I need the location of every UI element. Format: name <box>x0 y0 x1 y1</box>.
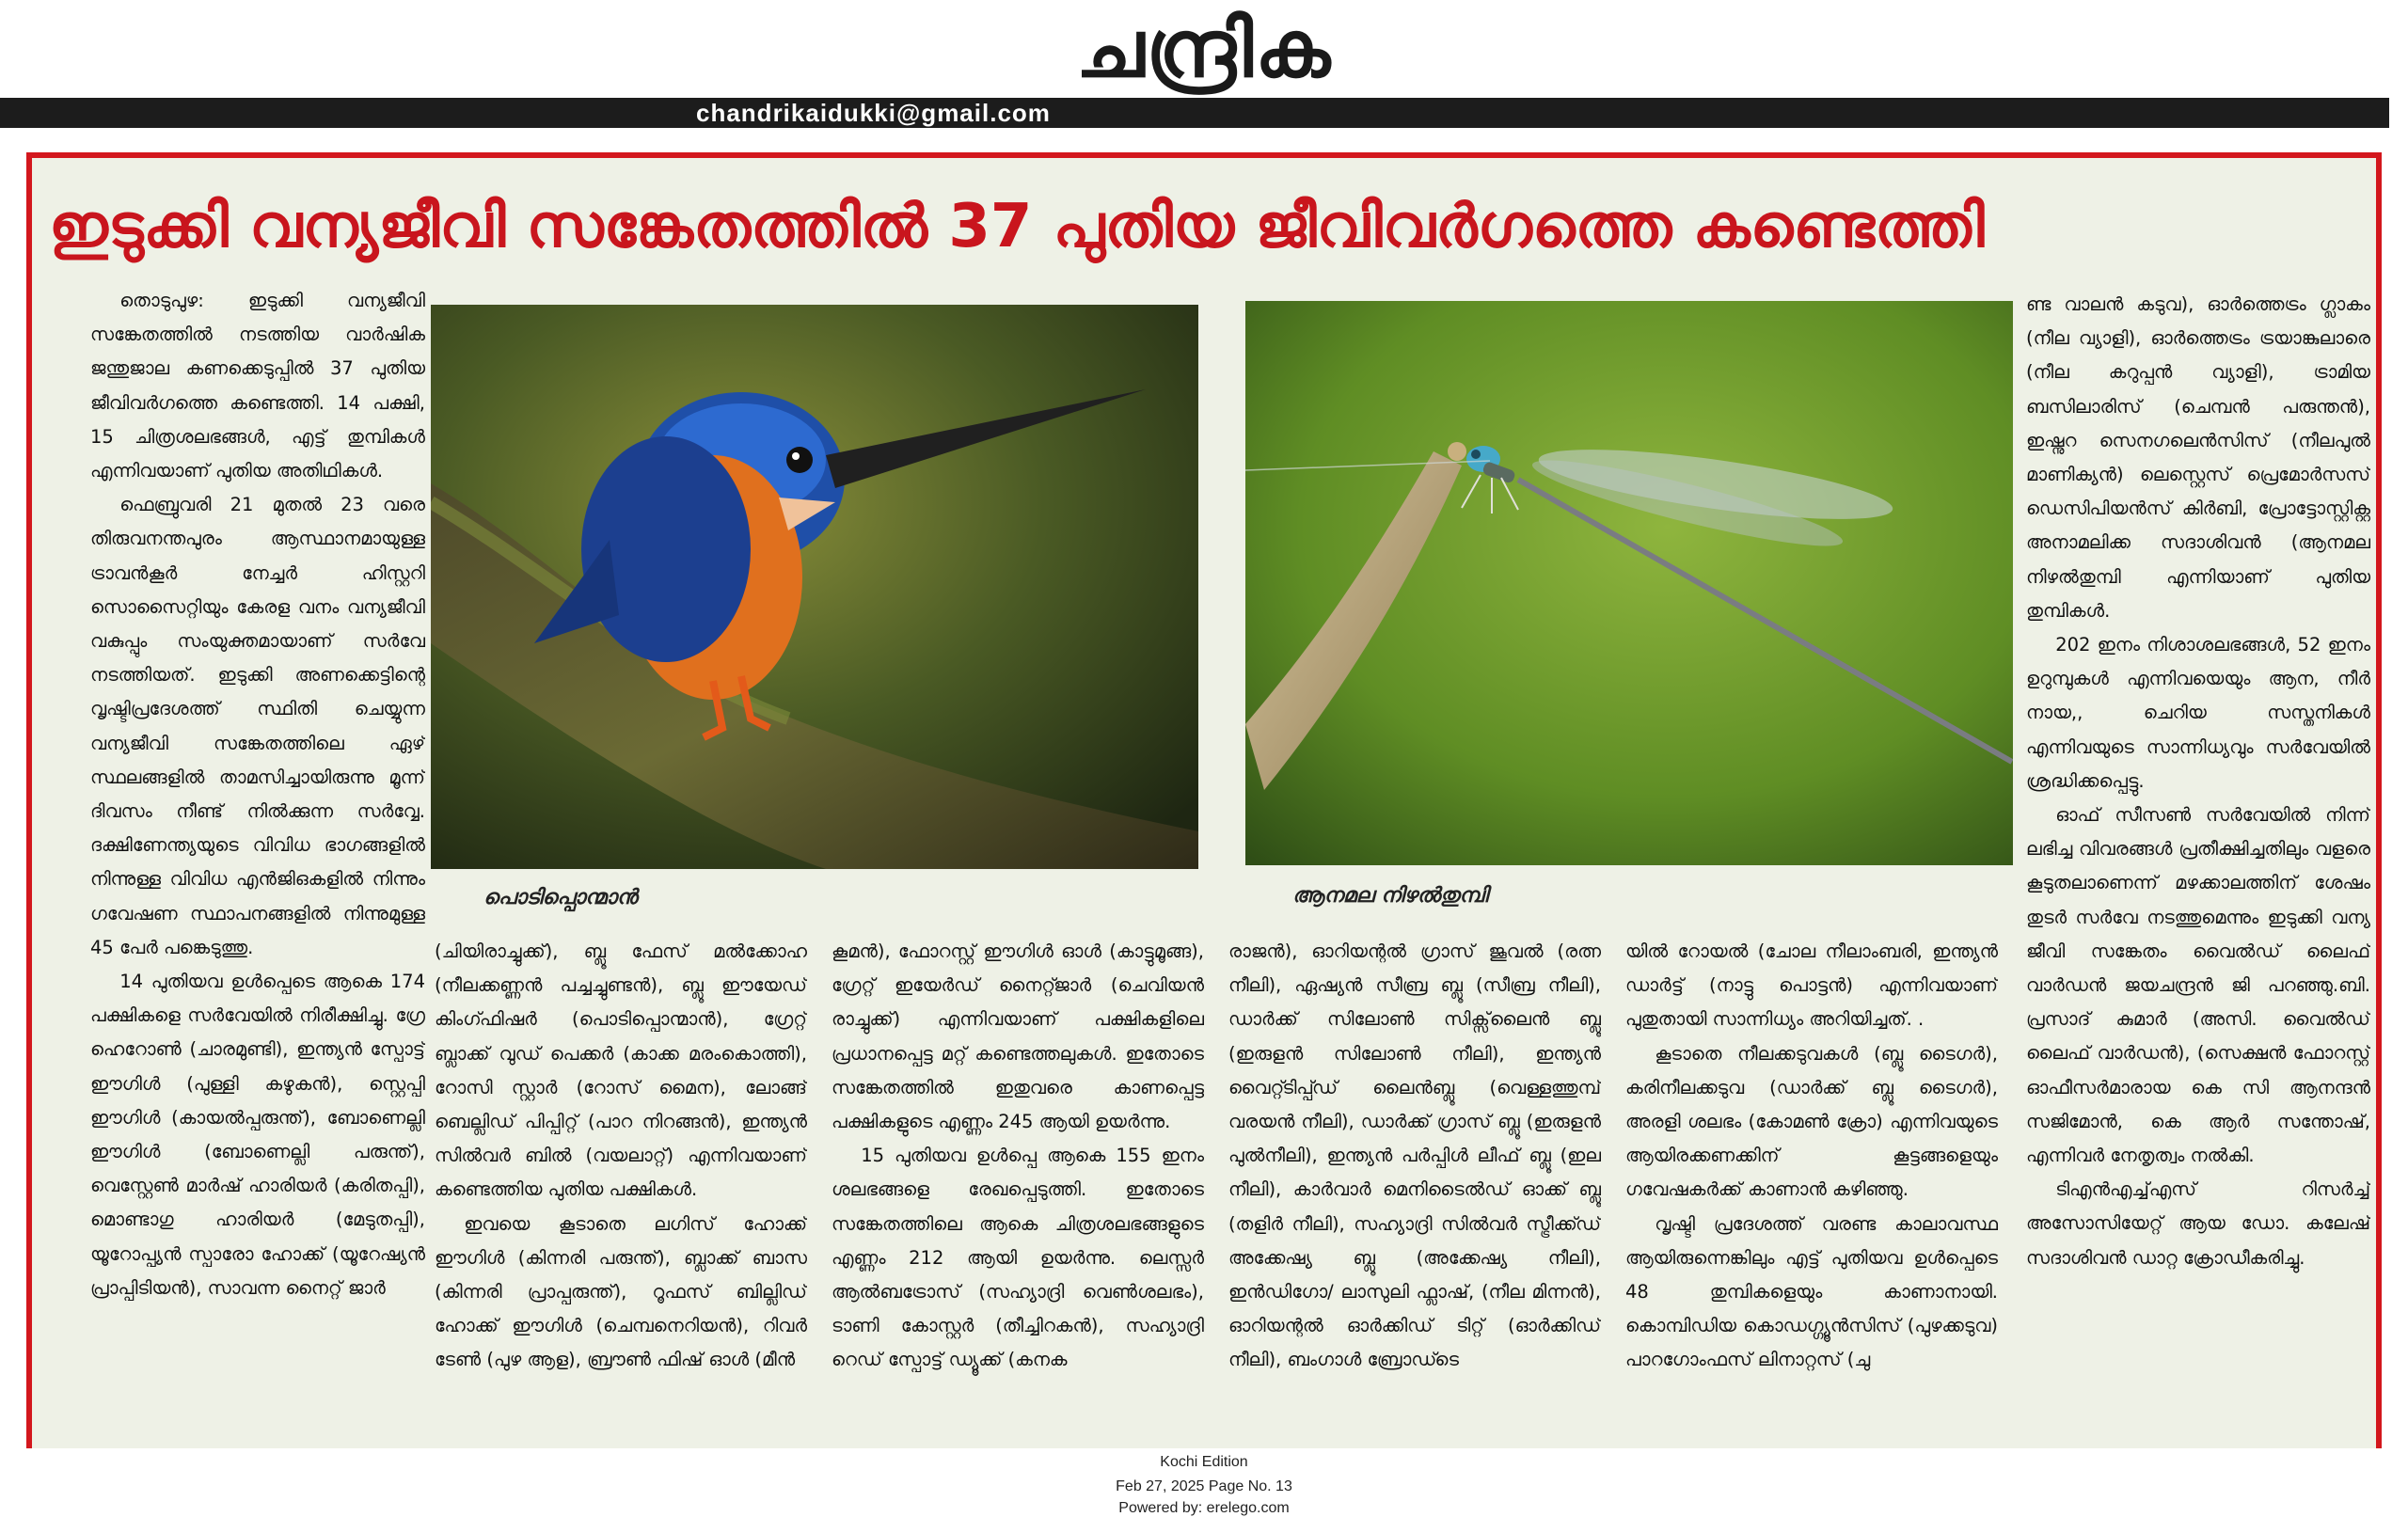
paragraph: വൃഷ്ടി പ്രദേശത്ത് വരണ്ട കാലാവസ്ഥ ആയിരുന്നെങ്കിലും എട്ട് പുതിയവ ഉൾപ്പെടെ 48 തുമ്പികളെയും കാണാനായി. കൊമ്പിഡിയ കൊഡഗ്ഗ്യൂൻസിസ് (പുഴക്കടുവ) പാറഗോംഫസ് ലിനാറ്റസ് (ചു <box>1625 1212 1998 1371</box>
column-2 <box>435 935 807 1448</box>
paragraph: രാജൻ), ഓറിയന്റൽ ഗ്രാസ് ജൂവൽ (രത്ന നീലി), ഏഷ്യൻ സീബ്ര ബ്ലൂ (സീബ്ര നീലി), ഡാർക്ക് സിലോൺ സിക്സ്‌ലൈൻ ബ്ലൂ (ഇരുളൻ സിലോൺ നീലി), ഇന്ത്യൻ വൈറ്റ്ടിപ്പ്ഡ് ലൈൻബ്ലൂ (വെള്ളത്തുമ്പ് വരയൻ നീലി), ഡാർക്ക് ഗ്രാസ് ബ്ലൂ (ഇരുളൻ പുൽനീലി), ഇന്ത്യൻ പർപ്പിൾ ലീഫ് ബ്ലൂ (ഇല നീലി), കാർവാർ മെനിടൈൽഡ് ഓക്ക് ബ്ലൂ (തളിർ നീലി), സഹ്യാദ്രി സിൽവർ സ്ട്രീക്ക്ഡ് അക്കേഷ്യ ബ്ലൂ (അക്കേഷ്യ നീലി), ഇൻഡിഗോ/ ലാസുലി ഫ്ലാഷ്, (നീല മിന്നൻ), ഓറിയന്റൽ ഓർക്കിഡ് ടിറ്റ് (ഓർക്കിഡ് നീലി), ബംഗാൾ ബ്രോഡ്ടെ <box>1228 940 1601 1371</box>
photo-caption: ആനമല നിഴൽതുമ്പി <box>1292 884 1488 908</box>
paragraph: 202 ഇനം നിശാശലഭങ്ങൾ, 52 ഇനം ഉറുമ്പുകൾ എന്നിവയെയും ആന, നീർ നായ,, ചെറിയ സസ്തനികൾ എന്നിവയുടെ സാന്നിധ്യവും സർവേയിൽ ശ്രദ്ധിക്കപ്പെട്ടു. <box>2026 634 2370 792</box>
photo-caption: പൊടിപ്പൊന്മാൻ <box>483 886 638 909</box>
footer-edition: Kochi Edition <box>1160 1454 1248 1470</box>
kingfisher-photo <box>431 305 1198 869</box>
paragraph: ടിഎൻഎച്ച്എസ് റിസർച്ച് അസോസിയേറ്റ് ആയ ഡോ. കലേഷ് സദാശിവൻ ഡാറ്റ ക്രോഡീകരിച്ചു. <box>2026 1178 2370 1269</box>
paragraph: യിൽ റോയൽ (ചോല നീലാംബരി, ഇന്ത്യൻ ഡാർട്ട് (നാട്ടു പൊട്ടൻ) എന്നിവയാണ് പുതുതായി സാന്നിധ്യം അറിയിച്ചത്. . <box>1625 940 1998 1031</box>
news-article <box>26 152 2382 1448</box>
column-4 <box>1228 935 1601 1448</box>
paragraph: കൂമൻ), ഫോറസ്റ്റ് ഈഗിൾ ഓൾ (കാട്ടുമൂങ്ങ), ഗ്രേറ്റ് ഇയേർഡ് നൈറ്റ്ജാർ (ചെവിയൻ രാച്ചുക്ക്) എന്നിവയാണ് പക്ഷികളിലെ പ്രധാനപ്പെട്ട മറ്റ് കണ്ടെത്തലുകൾ. ഇതോടെ സങ്കേതത്തിൽ ഇതുവരെ കാണപ്പെട്ട പക്ഷികളുടെ എണ്ണം 245 ആയി ഉയർന്നു. <box>832 940 1204 1133</box>
damselfly-photo <box>1245 301 2013 865</box>
masthead <box>0 0 2408 94</box>
paragraph: ണ്ട വാലൻ കടുവ), ഓർത്തെട്രം ഗ്ലാകം (നീല വ്യാളി), ഓർത്തെട്രം ട്രയാങ്കുലാരെ (നീല കറുപ്പൻ വ്യാളി), ട്രാമിയ ബസിലാരിസ് (ചെമ്പൻ പരുന്തൻ), ഇഷ്നുറ സെനഗലെൻസിസ് (നീലപുൽ മാണിക്യൻ) ലെസ്റ്റെസ് പ്രെമോർസസ് ഡെസിപിയൻസ് കിർബി, പ്രോട്ടോസ്റ്റിക്റ്റ അനാമലിക്ക സദാശിവൻ (ആനമല നിഴൽതുമ്പി എന്നിയാണ് പുതിയ തുമ്പികൾ. <box>2026 293 2370 622</box>
column-1 <box>90 284 425 1448</box>
column-6 <box>2026 288 2370 1448</box>
paragraph: (ചിയിരാച്ചുക്ക്), ബ്ലൂ ഫേസ് മൽക്കോഹ (നീലക്കണ്ണൻ പച്ചച്ചുണ്ടൻ), ബ്ലൂ ഈയേഡ് കിംഗ്ഫിഷർ (പൊടിപ്പൊന്മാൻ), ഗ്രേറ്റ് ബ്ലാക്ക് വുഡ് പെക്കർ (കാക്ക മരംകൊത്തി), റോസി സ്റ്റാർ (റോസ് മൈന), ലോങ്ങ് ബെല്ലിഡ് പിപ്പിറ്റ് (പാറ നിറങ്ങൻ), ഇന്ത്യൻ സിൽവർ ബിൽ (വയലാറ്റ്) എന്നിവയാണ് കണ്ടെത്തിയ പുതിയ പക്ഷികൾ. <box>435 940 807 1201</box>
email-bar <box>0 98 2389 128</box>
paragraph: തൊടുപുഴ: ഇടുക്കി വന്യജീവി സങ്കേതത്തിൽ നടത്തിയ വാർഷിക ജന്തുജാല കണക്കെടുപ്പിൽ 37 പുതിയ ജീവിവർഗത്തെ കണ്ടെത്തി. 14 പക്ഷി, 15 ചിത്രശലഭങ്ങൾ, എട്ട് തുമ്പികൾ എന്നിവയാണ് പുതിയ അതിഥികൾ. <box>90 290 425 482</box>
column-5 <box>1625 935 1998 1448</box>
paragraph: ഓഫ് സീസൺ സർവേയിൽ നിന്ന് ലഭിച്ച വിവരങ്ങൾ പ്രതീക്ഷിച്ചതിലും വളരെ കൂടുതലാണെന്ന് മഴക്കാലത്തിന് ശേഷം തുടർ സർവേ നടത്തുമെന്നും ഇടുക്കി വന്യ ജീവി സങ്കേതം വൈൽഡ് ലൈഫ് വാർഡൻ ജയചന്ദ്രൻ ജി പറഞ്ഞു.ബി. പ്രസാദ് കുമാർ (അസി. വൈൽഡ് ലൈഫ് വാർഡൻ), (സെക്ഷൻ ഫോറസ്റ്റ് ഓഫീസർമാരായ കെ സി ആനന്ദൻ സജിമോൻ, കെ ആർ സന്തോഷ്, എന്നിവർ നേതൃത്വം നൽകി. <box>2026 804 2370 1167</box>
paragraph: കൂടാതെ നീലക്കടുവകൾ (ബ്ലൂ ടൈഗർ), കരിനീലക്കടുവ (ഡാർക്ക് ബ്ലൂ ടൈഗർ), അരളി ശലഭം (കോമൺ ക്രോ) എന്നിവയുടെ ആയിരക്കണക്കിന് കൂട്ടങ്ങളെയും ഗവേഷകർക്ക് കാണാൻ കഴിഞ്ഞു. <box>1625 1042 1998 1201</box>
footer-powered-by[interactable]: Powered by: erelego.com <box>1118 1500 1290 1516</box>
column-3 <box>832 935 1204 1448</box>
newspaper-logo: ചന്ദ്രിക <box>1075 3 1333 95</box>
paragraph: ഇവയെ കൂടാതെ ലഗിസ് ഹോക്ക് ഈഗിൾ (കിന്നരി പരുന്ത്), ബ്ലാക്ക് ബാസ (കിന്നരി പ്രാപ്പരുന്ത്), റൂഫസ് ബില്ലിഡ് ഹോക്ക് ഈഗിൾ (ചെമ്പനെറിയൻ), റിവർ ടേൺ (പുഴ ആള), ബ്രൗൺ ഫിഷ് ഓൾ (മീൻ <box>435 1212 807 1371</box>
paragraph: 15 പുതിയവ ഉൾപ്പെ ആകെ 155 ഇനം ശലഭങ്ങളെ രേഖപ്പെടുത്തി. ഇതോടെ സങ്കേതത്തിലെ ആകെ ചിത്രശലഭങ്ങളുടെ എണ്ണം 212 ആയി ഉയർന്നു. ലെസ്സർ ആൽബട്രോസ് (സഹ്യാദ്രി വെൺശലഭം), ടാണി കോസ്റ്റർ (തീച്ചിറകൻ), സഹ്യാദ്രി റെഡ് സ്പോട്ട് ഡ്യൂക്ക് (കനക <box>832 1145 1204 1371</box>
contact-email[interactable]: chandrikaidukki@gmail.com <box>696 99 1051 127</box>
paragraph: 14 പുതിയവ ഉൾപ്പെടെ ആകെ 174 പക്ഷികളെ സർവേയിൽ നിരീക്ഷിച്ചു. ഗ്രേ ഹെറോൺ (ചാരമുണ്ടി), ഇന്ത്യൻ സ്പോട്ട് ഈഗിൾ (പുള്ളി കഴുകൻ), സ്റ്റെപ്പി ഈഗിൾ (കായൽപ്പരുന്ത്), ബോണെല്ലി ഈഗിൾ (ബോണെല്ലി പരുന്ത്), വെസ്റ്റേൺ മാർഷ് ഹാരിയർ (കരിതപ്പി), മൊണ്ടാഗു ഹാരിയർ (മേടുതപ്പി), യൂറോപ്പ്യൻ സ്പാരോ ഹോക്ക് (യൂറേഷ്യൻ പ്രാപ്പിടിയൻ), സാവന്ന നൈറ്റ് ജാർ <box>90 971 425 1299</box>
article-headline: ഇടുക്കി വന്യജീവി സങ്കേതത്തിൽ 37 പുതിയ ജീവിവർഗത്തെ കണ്ടെത്തി <box>49 192 1985 261</box>
paragraph: ഫെബ്രുവരി 21 മുതൽ 23 വരെ തിരുവനന്തപുരം ആസ്ഥാനമായുള്ള ട്രാവൻകൂർ നേച്ചർ ഹിസ്റ്ററി സൊസൈറ്റിയും കേരള വനം വന്യജീവി വകുപ്പും സംയുക്തമായാണ് സർവേ നടത്തിയത്. ഇടുക്കി അണക്കെട്ടിന്റെ വൃഷ്ടിപ്രദേശത്ത് സ്ഥിതി ചെയ്യുന്ന വന്യജീവി സങ്കേതത്തിലെ ഏഴ് സ്ഥലങ്ങളിൽ താമസിച്ചായിരുന്നു മൂന്ന് ദിവസം നീണ്ട് നിൽക്കുന്ന സർവ്വേ. ദക്ഷിണേന്ത്യയുടെ വിവിധ ഭാഗങ്ങളിൽ നിന്നുള്ള വിവിധ എൻജിഒകളിൽ നിന്നും ഗവേഷണ സ്ഥാപനങ്ങളിൽ നിന്നുമുള്ള 45 പേർ പങ്കെടുത്തു. <box>90 494 425 958</box>
footer-date-page: Feb 27, 2025 Page No. 13 <box>1116 1478 1292 1494</box>
